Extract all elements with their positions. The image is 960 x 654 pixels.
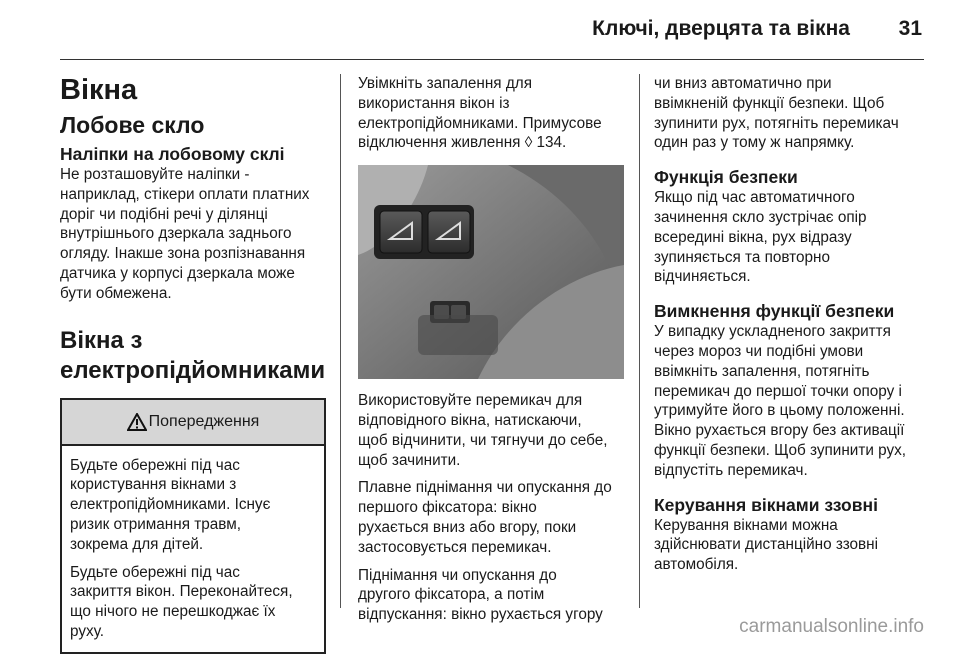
paragraph-second-detent: Піднімання чи опускання до другого фіксатора, а потім відпускання: вікно рухається угору <box>358 566 603 624</box>
column-1 <box>60 74 326 654</box>
column-2 <box>358 74 628 633</box>
section-title-windows: Вікна <box>60 74 138 106</box>
header-rule <box>60 59 924 60</box>
paragraph-remote-operation: Керування вікнами можна здійснювати дистанційно ззовні автомобіля. <box>654 516 879 574</box>
window-switch-illustration <box>358 165 624 379</box>
warning-body <box>62 446 324 652</box>
paragraph-stickers: Не розташовуйте наліпки - наприклад, стікери оплати платних доріг чи подібні речі у ділянці внутрішнього дзеркала заднього огляду. Інакше зона розпізнавання датчика у корпусі дзеркала може бути обмежена. <box>60 166 310 302</box>
page-number: 31 <box>898 17 922 40</box>
heading-safety-function: Функція безпеки <box>654 167 798 188</box>
watermark: carmanualsonline.info <box>739 616 924 637</box>
heading-disable-safety: Вимкнення функції безпеки <box>654 301 895 322</box>
warning-header <box>62 400 324 446</box>
paragraph-auto-continued: чи вниз автоматично при ввімкненій функції безпеки. Щоб зупинити рух, потягніть перемикач один раз у тому ж напрямку. <box>654 75 899 152</box>
column-divider-2 <box>639 74 640 608</box>
warning-title: Попередження <box>148 412 260 430</box>
page-header <box>0 0 960 60</box>
column-divider-1 <box>340 74 341 608</box>
warning-paragraph-1: Будьте обережні під час користування вікнами з електропідйомниками. Існує ризик отримання травм, зокрема для дітей. <box>70 456 271 553</box>
subsection-title-windscreen: Лобове скло <box>60 112 205 138</box>
heading-windscreen-stickers: Наліпки на лобовому склі <box>60 144 285 164</box>
window-switch-photo <box>358 165 624 379</box>
paragraph-ignition: Увімкніть запалення для використання вікон із електропідйомниками. Примусове відключення живлення ◊ 134. <box>358 75 602 152</box>
warning-triangle-icon <box>127 413 147 431</box>
paragraph-first-detent: Плавне піднімання чи опускання до першого фіксатора: вікно рухається вниз або вгору, поки застосовується перемикач. <box>358 479 612 556</box>
page-header-title: Ключі, дверцята та вікна <box>592 17 850 40</box>
paragraph-use-switch: Використовуйте перемикач для відповідного вікна, натискаючи, щоб відчинити, чи тягнучи до себе, щоб зачинити. <box>358 392 608 469</box>
paragraph-disable-safety: У випадку ускладненого закриття через мороз чи подібні умови ввімкніть запалення, потягніть перемикач до першої точки опору і утримуйте його в цьому положенні. Вікно рухається вгору без активації функції безпеки. Щоб зупинити рух, відпустіть перемикач. <box>654 323 907 479</box>
warning-box <box>60 398 326 654</box>
paragraph-safety-function: Якщо під час автоматичного зачинення скло зустрічає опір всередині вікна, рух відразу зупиняється та повторно відчиняється. <box>654 189 867 286</box>
column-3 <box>654 74 924 583</box>
warning-paragraph-2: Будьте обережні під час закриття вікон. Переконайтеся, що нічого не перешкоджає їх руху. <box>70 563 293 640</box>
subsection-title-power-windows: Вікна з електропідйомниками <box>60 326 326 384</box>
heading-remote-operation: Керування вікнами ззовні <box>654 494 878 515</box>
